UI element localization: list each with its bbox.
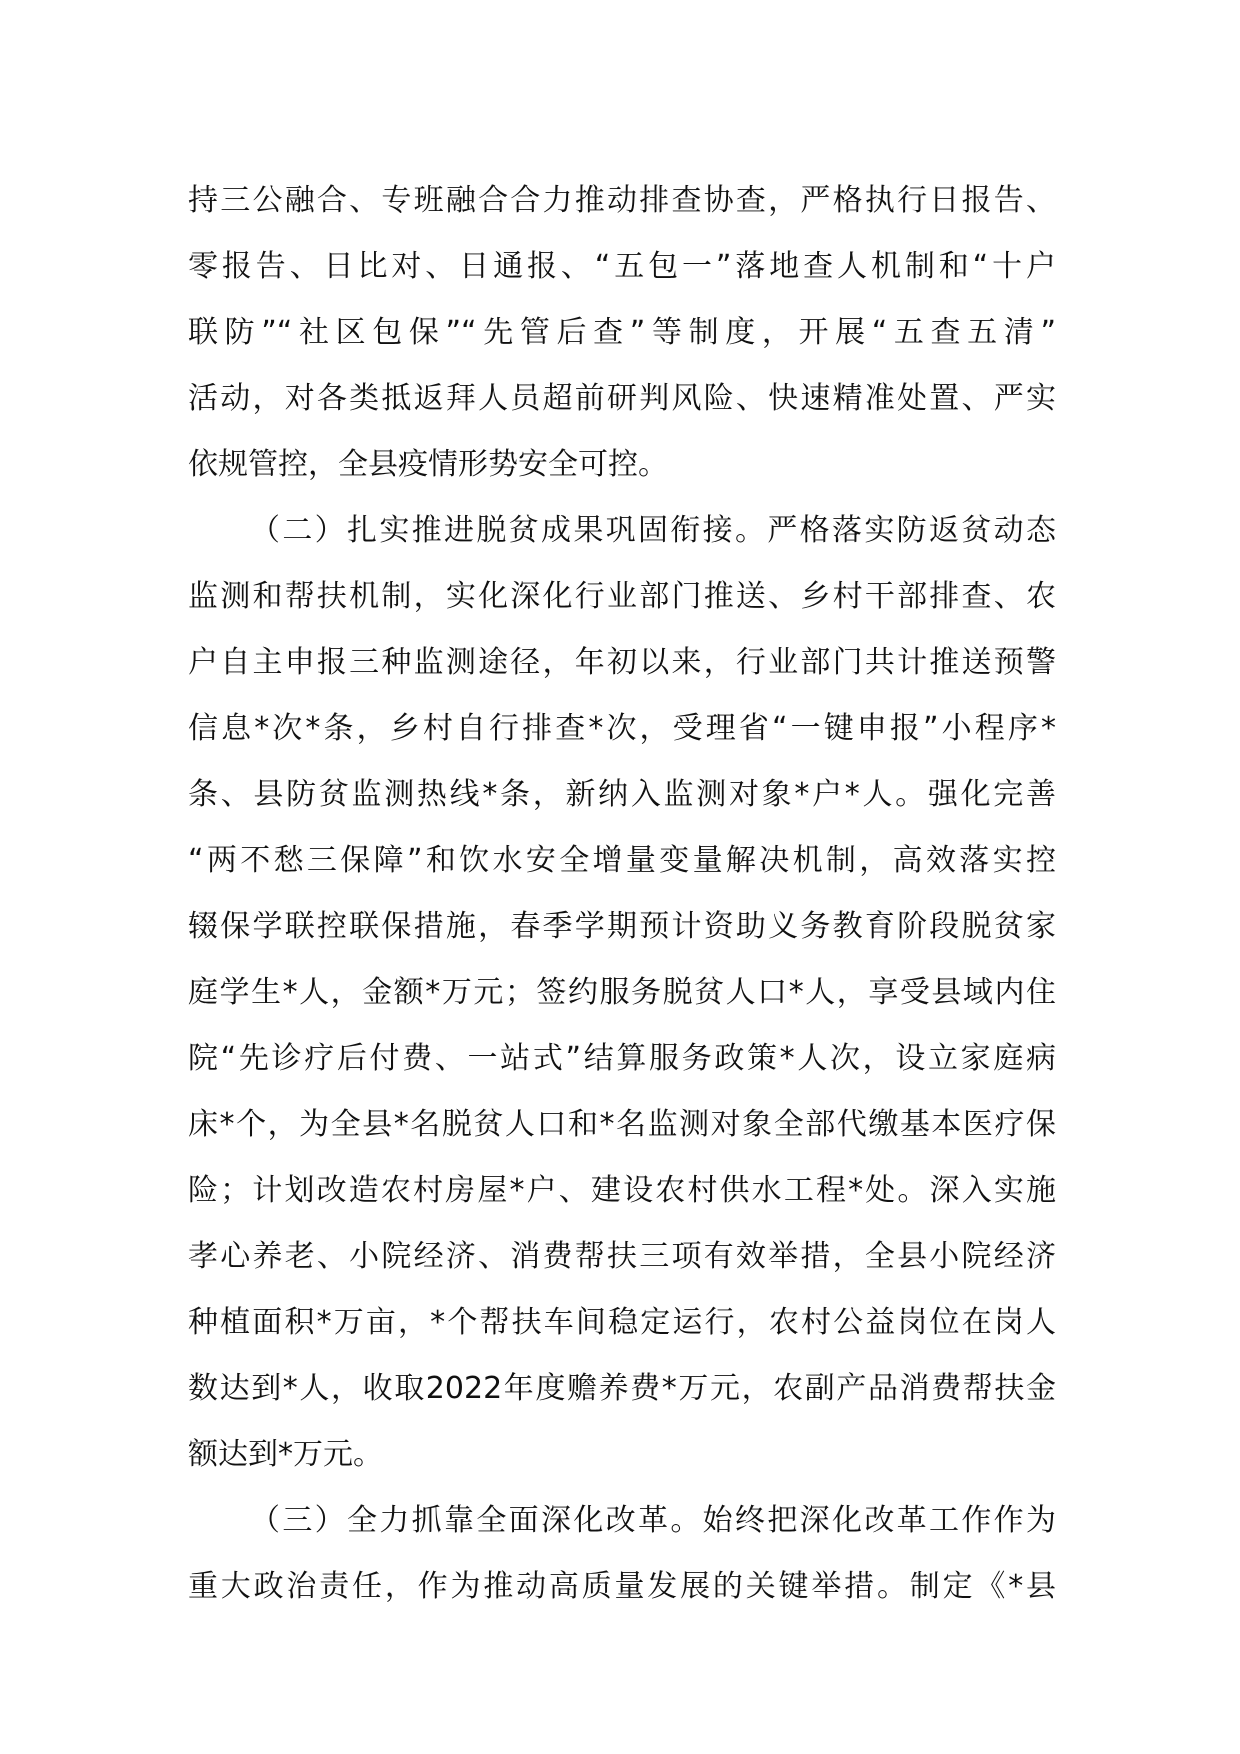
paragraph-3-line-1: （三）全力抓靠全面深化改革。始终把深化改革工作作为: [250, 1503, 1056, 1538]
paragraph-1-line-3: 联防”“社区包保”“先管后查”等制度，开展“五查五清”: [188, 315, 1056, 350]
document-body: [188, 168, 1056, 1620]
paragraph-2-line-14: 数达到*人，收取2022年度赡养费*万元，农副产品消费帮扶金: [188, 1371, 1056, 1406]
paragraph-1-line-5: 依规管控，全县疫情形势安全可控。: [188, 447, 668, 482]
paragraph-2-line-15: 额达到*万元。: [188, 1437, 383, 1472]
paragraph-2-line-9: 院“先诊疗后付费、一站式”结算服务政策*人次，设立家庭病: [188, 1041, 1056, 1076]
paragraph-1-line-2: 零报告、日比对、日通报、“五包一”落地查人机制和“十户: [188, 249, 1056, 284]
paragraph-3-line-2: 重大政治责任，作为推动高质量发展的关键举措。制定《*县: [188, 1569, 1056, 1604]
paragraph-2-line-12: 孝心养老、小院经济、消费帮扶三项有效举措，全县小院经济: [188, 1239, 1056, 1274]
paragraph-2-line-1: （二）扎实推进脱贫成果巩固衔接。严格落实防返贫动态: [250, 513, 1056, 548]
paragraph-2-line-5: 条、县防贫监测热线*条，新纳入监测对象*户*人。强化完善: [188, 777, 1056, 812]
paragraph-1-line-1: 持三公融合、专班融合合力推动排查协查，严格执行日报告、: [188, 183, 1056, 218]
paragraph-2-line-2: 监测和帮扶机制，实化深化行业部门推送、乡村干部排查、农: [188, 579, 1056, 614]
paragraph-2-line-8: 庭学生*人，金额*万元；签约服务脱贫人口*人，享受县域内住: [188, 975, 1056, 1010]
paragraph-2-line-13: 种植面积*万亩，*个帮扶车间稳定运行，农村公益岗位在岗人: [188, 1305, 1056, 1340]
paragraph-1-line-4: 活动，对各类抵返拜人员超前研判风险、快速精准处置、严实: [188, 381, 1056, 416]
paragraph-2-line-7: 辍保学联控联保措施，春季学期预计资助义务教育阶段脱贫家: [188, 909, 1056, 944]
paragraph-2-line-6: “两不愁三保障”和饮水安全增量变量解决机制，高效落实控: [188, 843, 1056, 878]
paragraph-2-line-11: 险；计划改造农村房屋*户、建设农村供水工程*处。深入实施: [188, 1173, 1056, 1208]
paragraph-2-line-3: 户自主申报三种监测途径，年初以来，行业部门共计推送预警: [188, 645, 1056, 680]
paragraph-2-line-10: 床*个，为全县*名脱贫人口和*名监测对象全部代缴基本医疗保: [188, 1107, 1056, 1142]
paragraph-2-line-4: 信息*次*条，乡村自行排查*次，受理省“一键申报”小程序*: [188, 711, 1056, 746]
